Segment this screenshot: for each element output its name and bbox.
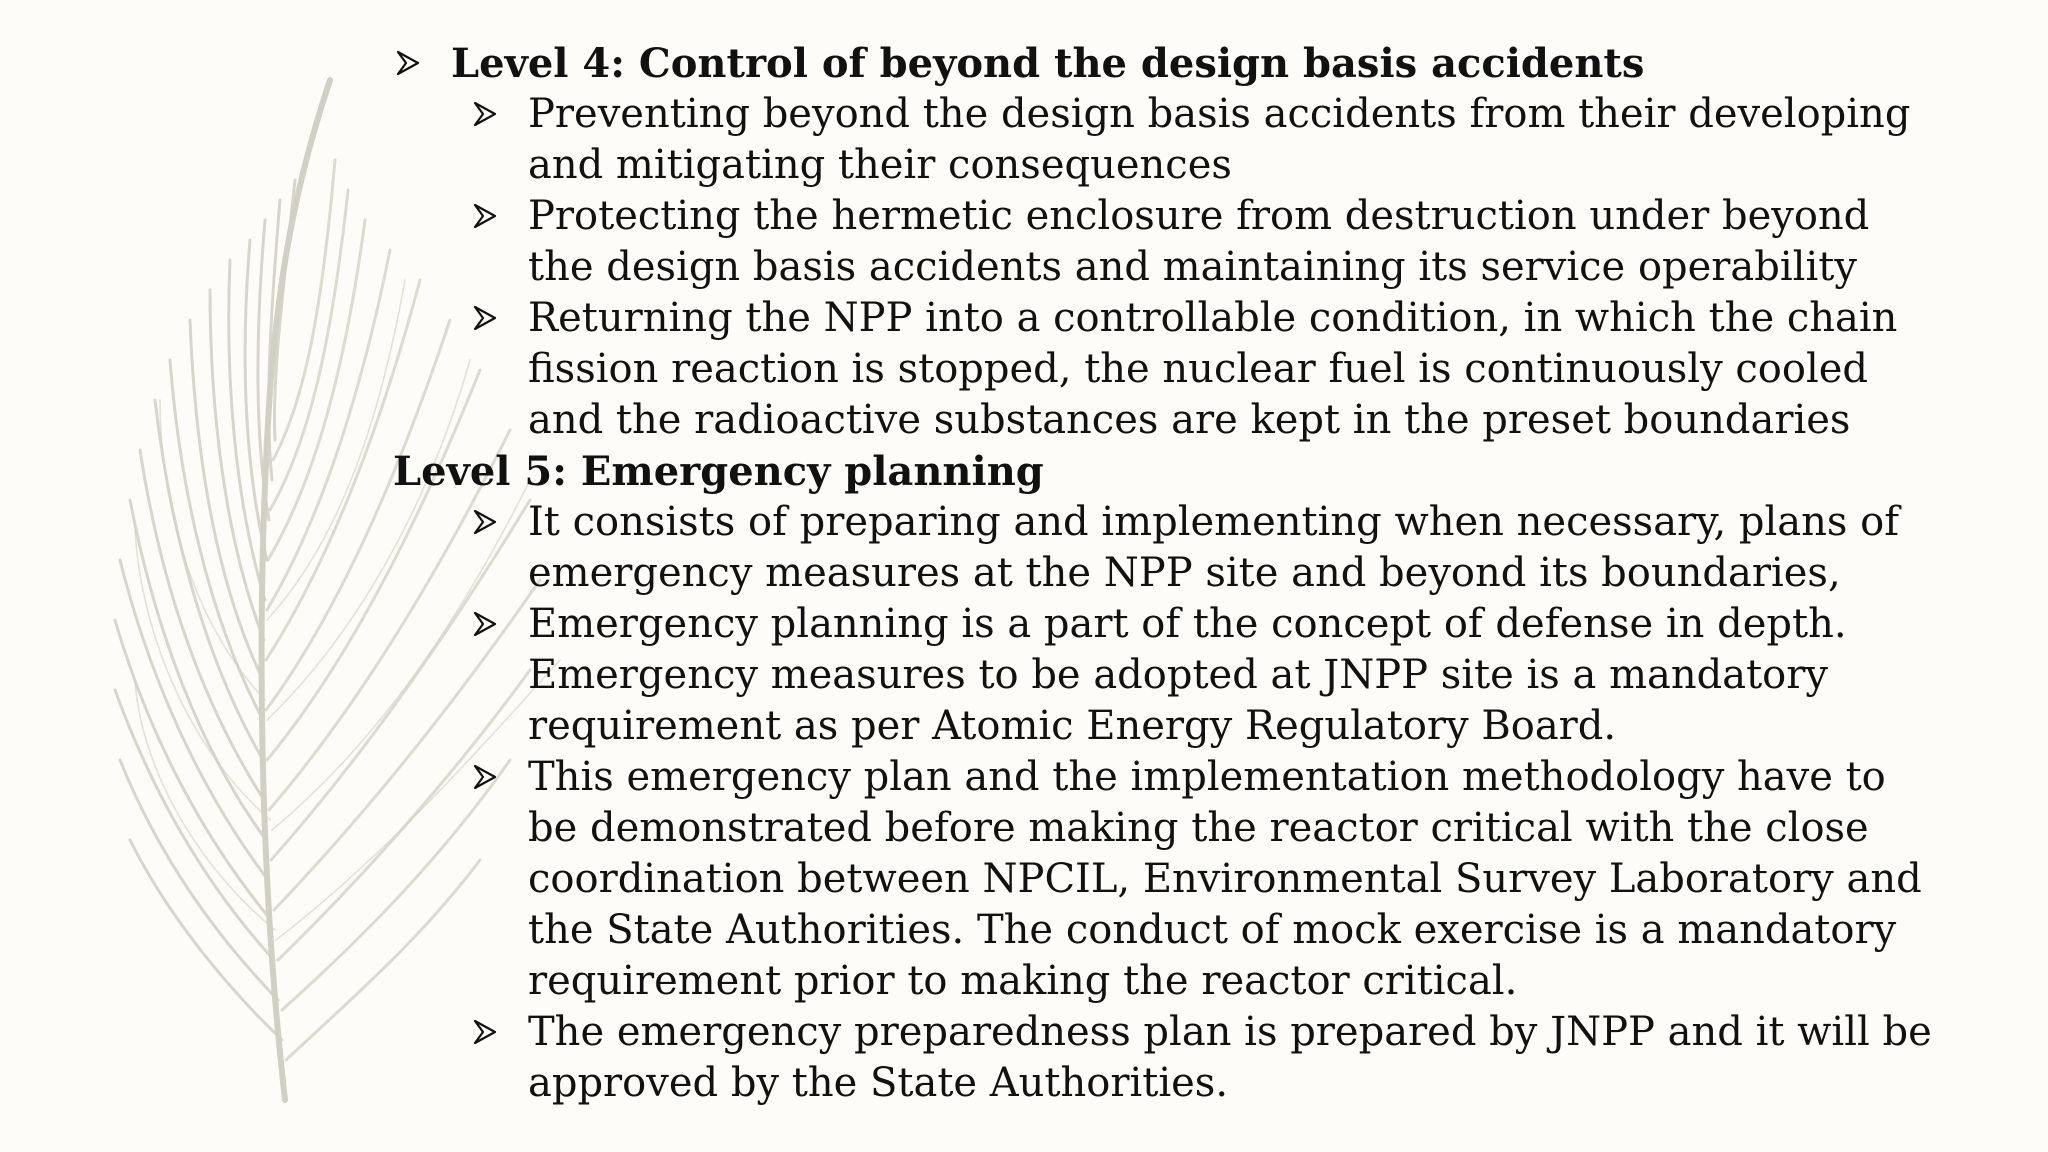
level-4-item-3 <box>528 293 1938 446</box>
level-4-item-1-text: Preventing beyond the design basis accidents from their developing and mitigating their consequences <box>528 91 1911 188</box>
arrow-bullet-icon <box>474 306 496 330</box>
arrow-bullet-icon <box>474 765 496 789</box>
arrow-bullet-icon <box>397 51 419 75</box>
level-5-item-2-text: Emergency planning is a part of the concept of defense in depth. Emergency measures to be adopted at JNPP site is a mandatory requirement as per Atomic Energy Regulatory Board. <box>528 601 1847 749</box>
level-4-item-1 <box>528 89 1938 191</box>
level-5-item-1 <box>528 497 1938 599</box>
level-5-item-2 <box>528 599 1938 752</box>
arrow-bullet-icon <box>474 612 496 636</box>
level-4-item-3-text: Returning the NPP into a controllable condition, in which the chain fission reaction is stopped, the nuclear fuel is continuously cooled and the radioactive substances are kept in the preset boundaries <box>528 295 1898 443</box>
level-4-heading <box>393 38 1993 89</box>
arrow-bullet-icon <box>474 1020 496 1044</box>
level-5-heading-text: Level 5: Emergency planning <box>393 448 1044 495</box>
level-4-heading-text: Level 4: Control of beyond the design basis accidents <box>451 40 1645 87</box>
level-5-heading <box>393 446 1993 497</box>
level-5-item-4 <box>528 1007 1938 1109</box>
level-5-item-4-text: The emergency preparedness plan is prepared by JNPP and it will be approved by the State Authorities. <box>528 1009 1932 1106</box>
level-4-item-2-text: Protecting the hermetic enclosure from destruction under beyond the design basis accidents and maintaining its service operability <box>528 193 1870 290</box>
arrow-bullet-icon <box>474 204 496 228</box>
arrow-bullet-icon <box>474 510 496 534</box>
level-5-item-3 <box>528 752 1938 1007</box>
level-5-item-1-text: It consists of preparing and implementing when necessary, plans of emergency measures at the NPP site and beyond its boundaries, <box>528 499 1900 596</box>
slide-content <box>393 38 1993 1109</box>
level-5-item-3-text: This emergency plan and the implementation methodology have to be demonstrated before making the reactor critical with the close coordination between NPCIL, Environmental Survey Laboratory and the State Authorities. The conduct of mock exercise is a mandatory requirement prior to making the reactor critical. <box>528 754 1922 1004</box>
level-4-item-2 <box>528 191 1938 293</box>
arrow-bullet-icon <box>474 102 496 126</box>
